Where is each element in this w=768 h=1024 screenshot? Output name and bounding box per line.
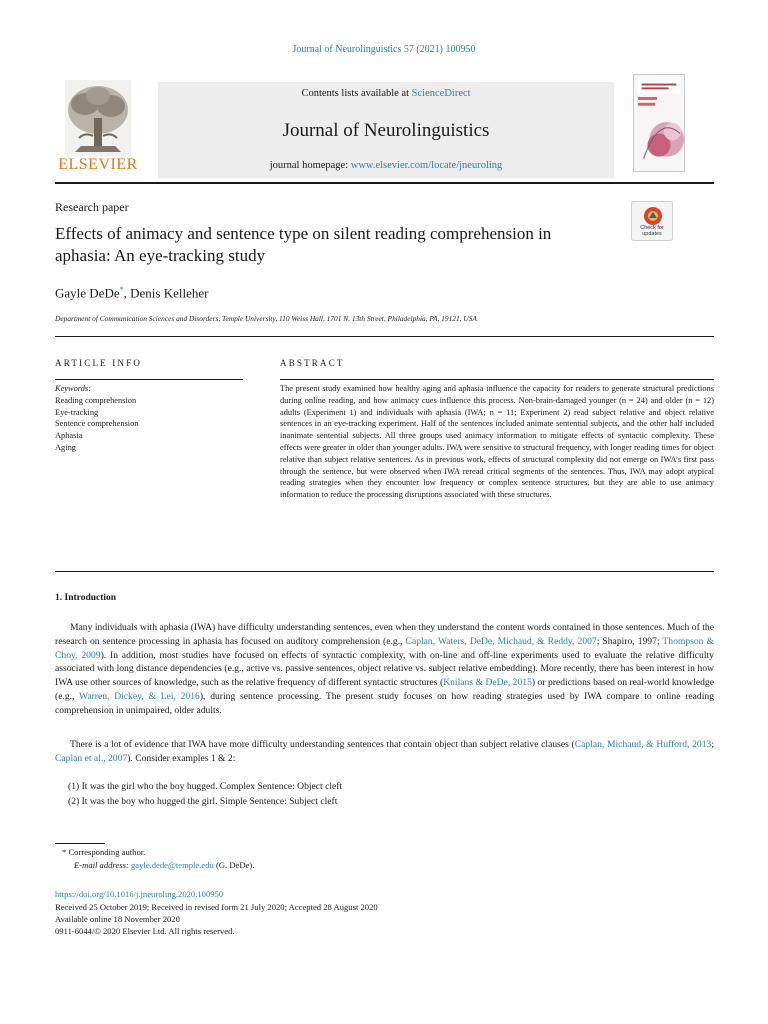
doi-link[interactable]: https://doi.org/10.1016/j.jneuroling.2020.100950 xyxy=(55,889,224,899)
footnote-rule xyxy=(55,843,105,844)
text-run: There is a lot of evidence that IWA have more difficulty understanding sentences that contain object than subject relative clauses ( xyxy=(70,739,575,750)
homepage-line xyxy=(158,160,614,171)
author-list xyxy=(55,285,208,301)
citation-link[interactable]: Caplan et al., 2007 xyxy=(55,752,128,764)
article-type: Research paper xyxy=(55,200,129,214)
author-kelleher: Denis Kelleher xyxy=(130,285,209,301)
footnote-text: Corresponding author. xyxy=(66,847,146,857)
intro-paragraph-1 xyxy=(55,621,714,718)
author-dede: Gayle DeDe xyxy=(55,285,120,301)
homepage-prefix: journal homepage: xyxy=(269,160,351,171)
article-info-heading: ARTICLE INFO xyxy=(55,358,143,368)
author-email-link[interactable]: gayle.dede@temple.edu xyxy=(130,860,214,870)
abstract-bottom-rule xyxy=(55,571,714,572)
corresponding-author-footnote xyxy=(62,847,145,857)
keyword-item: Eye-tracking xyxy=(55,407,99,417)
email-suffix: (G. DeDe). xyxy=(213,860,255,870)
journal-homepage-link[interactable]: www.elsevier.com/locate/jneuroling xyxy=(350,160,503,171)
email-label: E-mail address: xyxy=(74,860,131,870)
journal-title: Journal of Neurolinguistics xyxy=(282,120,490,141)
keyword-item: Reading comprehension xyxy=(55,395,137,405)
check-for-updates-button[interactable] xyxy=(631,201,673,241)
affiliation-rule xyxy=(55,336,714,337)
keyword-item: Sentence comprehension xyxy=(55,419,139,429)
journal-cover-thumbnail[interactable] xyxy=(633,74,685,172)
keywords-list xyxy=(55,383,243,454)
badge-line-2: updates xyxy=(642,231,662,237)
email-footnote xyxy=(74,860,254,870)
citation-link[interactable]: Caplan, Michaud, & Hufford, 2013 xyxy=(574,739,712,750)
text-run: ). In addition, most studies have focused on effects of syntactic complexity, with on-line and off-line experiments used to evaluate the relative difficulty associated with long distance dependencies (e.g., active vs. passive sentences, object relative vs. subject relative embedding). More recently, there has been interest in how IWA use other sources of knowledge, such as the relative frequency of different syntactic structures ( xyxy=(55,649,714,689)
author-separator: , xyxy=(123,285,131,301)
introduction-heading: 1. Introduction xyxy=(55,593,117,603)
keywords-label: Keywords: xyxy=(55,384,91,393)
abstract-body: The present study examined how healthy aging and aphasia influence the capacity for readers to generate structural predictions during online reading, and how animacy cues influence this process. Non-brain-damaged younger (n = 24) and older (n = 12) adults (Experiment 1) and individuals with aphasia (IWA; n = 11; Experiment 2) read subject relative and object relative sentences in an eye-tracking experiment. Half of the sentences included animate sentential subjects, and the other half included inanimate sentential subjects. All three groups used animacy information to mitigate effects of syntactic complexity. These effects were greater in older than younger adults. IWA were sensitive to structural frequency, with longer reading times for object relative than subject relative sentences. As in previous work, effects of structural complexity did not emerge on IWA’s first pass through the sentence, but were observed when IWA reread critical segments of the sentences. Thus, IWA may adopt atypical reading strategies when they encounter low frequency or complex sentence structures, but they are able to use animacy information to reduce the processing disruptions associated with these structures. xyxy=(280,384,714,500)
journal-banner xyxy=(158,82,614,178)
contents-line xyxy=(158,88,614,99)
paper-title: Effects of animacy and sentence type on silent reading comprehension in aphasia: An eye-tracking study xyxy=(55,224,552,265)
text-run: ) or predictions based on real-world knowledge (e.g., xyxy=(55,677,714,702)
intro-paragraph-2 xyxy=(55,738,714,766)
footnote-mark: * xyxy=(62,847,67,857)
check-for-updates-label xyxy=(632,225,672,237)
citation-link[interactable]: Thompson & Choy, 2009 xyxy=(55,635,714,661)
article-info-rule xyxy=(55,379,243,380)
keyword-item: Aphasia xyxy=(55,431,83,441)
journal-citation-link[interactable]: Journal of Neurolinguistics 57 (2021) 100950 xyxy=(292,44,476,55)
text-run: ; Shapiro, 1997; xyxy=(596,635,663,647)
example-2: (2) It was the boy who hugged the girl. Simple Sentence: Subject cleft xyxy=(68,796,338,807)
author-affiliation: Department of Communication Sciences and Disorders, Temple University, 110 Weiss Hall, 1701 N. 13th Street, Philadelphia, PA, 19121, USA xyxy=(55,314,477,323)
corresponding-author-mark[interactable]: * xyxy=(119,285,124,294)
text-run: ), during sentence processing. The present study focuses on how reading strategies used by IWA compare to online reading comprehension in unimpaired, older adults. xyxy=(55,690,714,716)
text-run: Many individuals with aphasia (IWA) have difficulty understanding sentences, even when they understand the content words contained in those sentences. Much of the research on sentence processing in aphasia has focused on auditory comprehension (e.g., xyxy=(55,622,714,647)
abstract-heading: ABSTRACT xyxy=(280,358,345,368)
badge-line-1: Check for xyxy=(640,225,664,231)
keyword-item: Aging xyxy=(55,442,76,452)
citation-link[interactable]: Knilans & DeDe, 2015 xyxy=(443,677,532,689)
example-1: (1) It was the girl who the boy hugged. Complex Sentence: Object cleft xyxy=(68,781,343,792)
copyright-line: 0911-6044/© 2020 Elsevier Ltd. All rights reserved. xyxy=(55,926,235,936)
contents-prefix: Contents lists available at xyxy=(301,88,412,99)
citation-link[interactable]: Warren, Dickey, & Lei, 2016 xyxy=(79,690,200,702)
journal-header xyxy=(55,74,714,182)
text-run: ; xyxy=(711,739,714,750)
received-dates: Received 25 October 2019; Received in revised form 21 July 2020; Accepted 28 August 2020 xyxy=(55,902,378,912)
header-rule xyxy=(55,182,714,184)
text-run: ). Consider examples 1 & 2: xyxy=(127,752,236,764)
citation-link[interactable]: Caplan, Waters, DeDe, Michaud, & Reddy, 2007 xyxy=(405,635,597,647)
publisher-name: ELSEVIER xyxy=(58,156,138,173)
abstract-rule xyxy=(280,379,714,380)
sciencedirect-link[interactable]: ScienceDirect xyxy=(411,88,471,99)
available-online-date: Available online 18 November 2020 xyxy=(55,914,180,924)
